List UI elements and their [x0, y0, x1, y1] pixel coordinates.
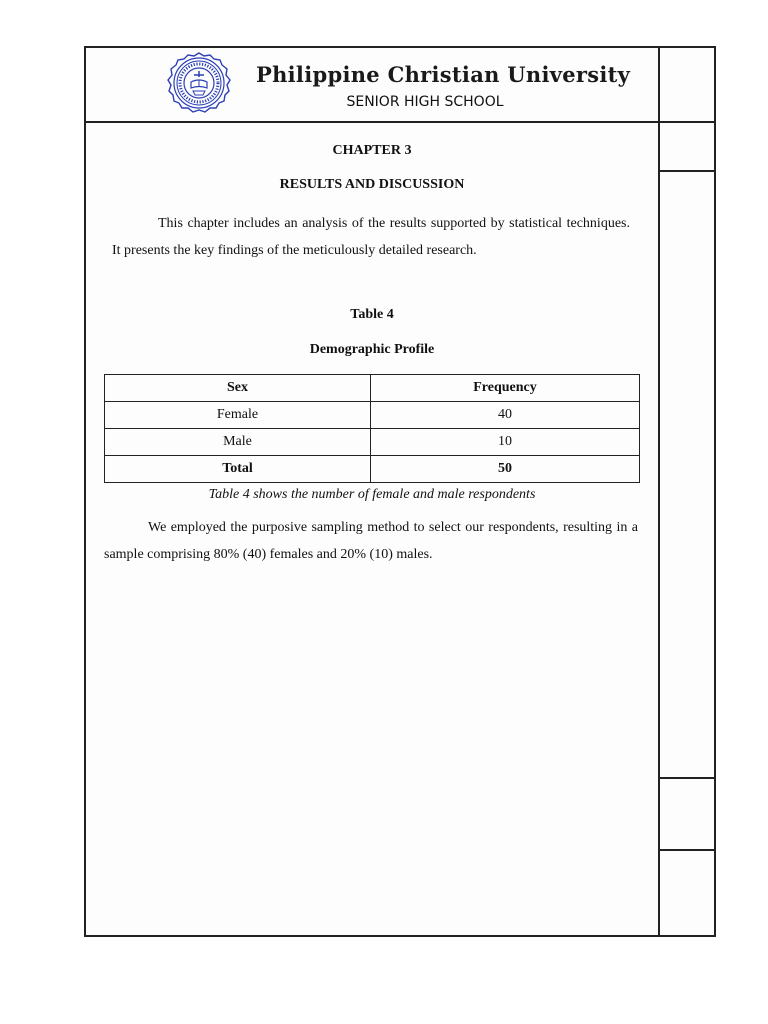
header-divider: [86, 121, 714, 123]
table-cell-sex: Male: [105, 429, 371, 456]
school-name: SENIOR HIGH SCHOOL: [346, 94, 504, 110]
university-seal-icon: [166, 51, 232, 117]
margin-box-divider: [658, 849, 716, 851]
table-title: Demographic Profile: [309, 342, 435, 357]
table-cell-sex: Female: [105, 402, 371, 429]
document-page: [84, 46, 716, 937]
table-caption: Table 4 shows the number of female and male respondents: [208, 487, 536, 502]
table-cell-frequency: 10: [371, 429, 640, 456]
table-row: [105, 429, 640, 456]
table-header-row: [105, 375, 640, 402]
table-header-frequency: Frequency: [371, 375, 640, 402]
table-label: Table 4: [350, 307, 394, 322]
section-title: RESULTS AND DISCUSSION: [279, 177, 465, 192]
table-cell-frequency: 40: [371, 402, 640, 429]
table-row: [105, 402, 640, 429]
chapter-heading: CHAPTER 3: [332, 143, 412, 158]
table-total-label: Total: [105, 456, 371, 483]
margin-box-divider: [658, 170, 716, 172]
table-header-sex: Sex: [105, 375, 371, 402]
intro-paragraph: This chapter includes an analysis of the results supported by statistical techniques. It presents the key findings of the meticulously detailed research.: [112, 216, 630, 258]
margin-divider: [658, 48, 660, 935]
margin-box-divider: [658, 777, 716, 779]
university-name: Philippine Christian University: [256, 62, 631, 87]
discussion-paragraph: We employed the purposive sampling method to select our respondents, resulting in a sample comprising 80% (40) females and 20% (10) males.: [104, 520, 638, 562]
demographic-table: [104, 374, 640, 483]
table-total-value: 50: [371, 456, 640, 483]
table-total-row: [105, 456, 640, 483]
